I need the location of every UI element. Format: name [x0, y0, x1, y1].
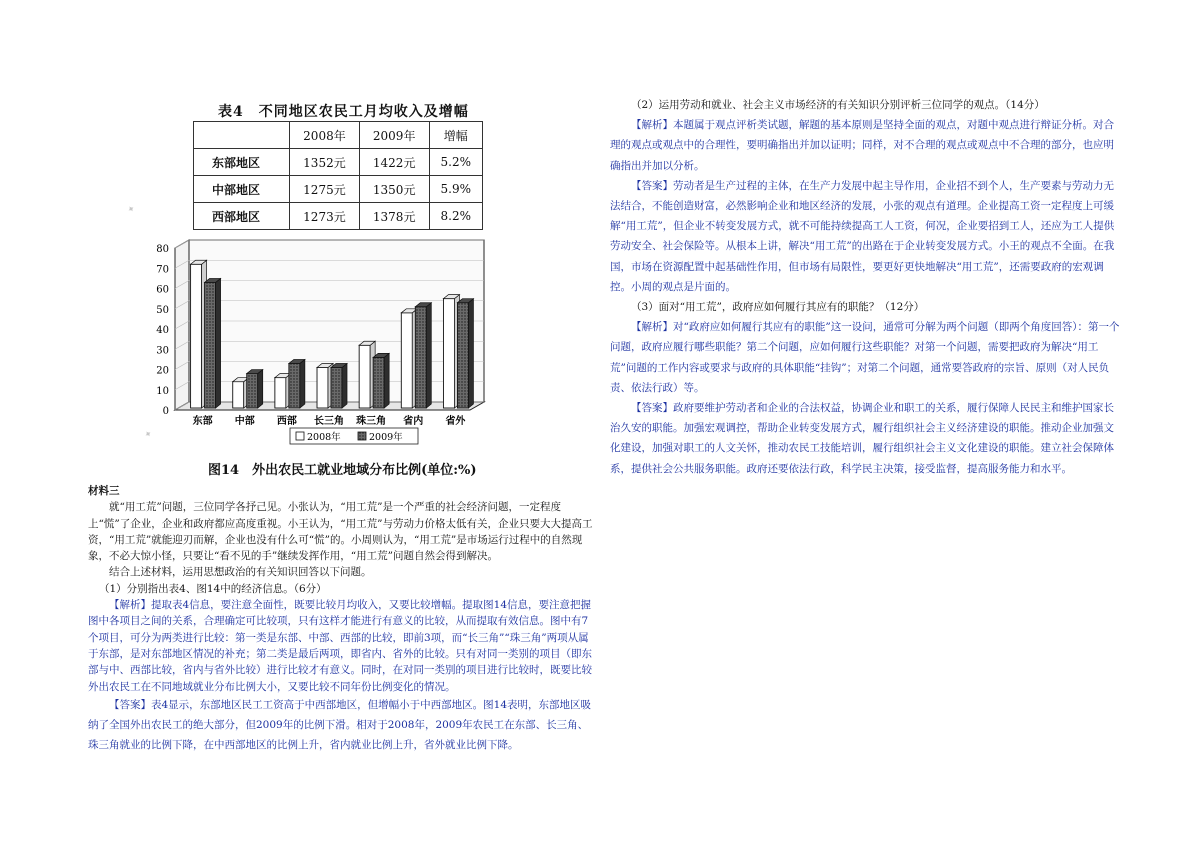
bar-2008年-长三角	[317, 368, 328, 409]
watermark-mark-2: ✦	[142, 428, 155, 442]
bar-2008年-珠三角	[359, 345, 370, 408]
y-tick-label: 10	[156, 385, 169, 397]
table-cell: 1422元	[359, 149, 429, 176]
y-tick-label: 80	[156, 244, 169, 255]
table-row	[194, 176, 483, 203]
bar-2009年-省外	[457, 303, 468, 408]
answer-3: 【答案】政府要维护劳动者和企业的合法权益，协调企业和职工的关系，履行保障人民民主和维护国家长治久安的职能。加强宏观调控，帮助企业转变发展方式，履行组织社会主义经济建设的职能。推动企业加强文化建设，加强对职工的人文关怀，推动农民工技能培训，履行组织社会主义文化建设的职能。建立社会保障体系，提供社会公共服务职能。政府还要依法行政，科学民主决策，接受监督，提高服务能力和水平。	[610, 402, 1114, 475]
question-1: （1）分别指出表4、图14中的经济信息。（6分）	[99, 582, 327, 595]
table-cell: 1273元	[290, 203, 360, 230]
table-cell: 中部地区	[194, 176, 290, 203]
table-cell: 1275元	[290, 176, 360, 203]
legend-swatch-2008年	[296, 432, 304, 440]
left-column	[88, 483, 596, 755]
bar-side-2009年-省内	[426, 303, 431, 408]
table-header-cell	[194, 122, 290, 149]
legend-label: 2009年	[369, 432, 403, 443]
table-cell: 西部地区	[194, 203, 290, 230]
bar-side-2009年-西部	[300, 359, 305, 408]
bar-2009年-西部	[289, 363, 300, 408]
instruction-paragraph: 结合上述材料，运用思想政治的有关知识回答以下问题。	[109, 566, 372, 579]
bar-2008年-中部	[233, 382, 244, 408]
bar-side-2009年-东部	[216, 278, 221, 408]
x-category-label: 长三角	[314, 416, 345, 427]
table-cell: 1350元	[359, 176, 429, 203]
employment-distribution-chart	[140, 228, 510, 463]
y-tick-label: 40	[156, 325, 169, 336]
analysis-3: 【解析】对“政府应如何履行其应有的职能”这一设问，通常可分解为两个问题（即两个角度回答）：第一个问题，政府应履行哪些职能？第二个问题，应如何履行这些职能？对第一个问题，需要把政府为解决“用工荒”问题的工作内容或要求与政府的具体职能“挂钩”；对第二个问题，通常要答政府的宗旨、原则（对人民负责、依法行政）等。	[610, 321, 1120, 394]
table-cell: 东部地区	[194, 149, 290, 176]
bar-2008年-东部	[191, 264, 202, 408]
x-category-label: 西部	[276, 416, 297, 427]
table-header-row	[194, 122, 483, 149]
analysis-1: 【解析】提取表4信息，要注意全面性，既要比较月均收入，又要比较增幅。提取图14信息，要注意把握图中各项目之间的关系，合理确定可比较项，只有这样才能进行有意义的比较，从而提取有效信息。图中有7个项目，可分为两类进行比较：第一类是东部、中部、西部的比较，即前3项，而“长三角”“珠三角”两项从属于东部，是对东部地区情况的补充；第二类是最后两项，即省内、省外的比较。只有对同一类别的项目（即东部与中、西部比较，省内与省外比较）进行比较才有意义。同时，在对同一类别的项目进行比较时，既要比较外出农民工在不同地域就业分布比例大小，又要比较不同年份比例变化的情况。	[88, 599, 592, 693]
table-header-cell: 2009年	[359, 122, 429, 149]
table-cell: 8.2%	[429, 203, 482, 230]
analysis-2: 【解析】本题属于观点评析类试题，解题的基本原则是坚持全面的观点，对题中观点进行辩证分析。对合理的观点或观点中的合理性，要明确指出并加以证明；同样，对不合理的观点或观点中不合理的部分，也应明确指出并加以分析。	[610, 119, 1114, 172]
y-tick-label: 70	[156, 264, 169, 276]
income-table	[193, 121, 483, 230]
y-tick-label: 20	[156, 365, 169, 377]
table-title: 表4 不同地区农民工月均收入及增幅	[218, 104, 469, 120]
legend-swatch-2009年	[358, 432, 366, 440]
y-tick-label: 30	[156, 345, 169, 357]
right-column	[610, 95, 1122, 479]
material-paragraph: 就“用工荒”问题，三位同学各抒己见。小张认为，“用工荒”是一个严重的社会经济问题，一定程度上“慌”了企业，企业和政府都应高度重视。小王认为，“用工荒”与劳动力价格太低有关，企业只要大大提高工资，“用工荒”就能迎刃而解，企业也没有什么可“慌”的。小周则认为，“用工荒”是市场运行过程中的自然现象，不必大惊小怪，只要让“看不见的手”继续发挥作用，“用工荒”问题自然会得到解决。	[88, 501, 593, 563]
answer-2: 【答案】劳动者是生产过程的主体，在生产力发展中起主导作用，企业招不到个人，生产要素与劳动力无法结合，不能创造财富，必然影响企业和地区经济的发展，小张的观点有道理。企业提高工资一定程度上可缓解“用工荒”，但企业不转变发展方式，就不可能持续提高工人工资，何况，企业要招到工人，还应为工人提供劳动安全、社会保险等。从根本上讲，解决“用工荒”的出路在于企业转变发展方式。小王的观点不全面。在我国，市场在资源配置中起基础性作用，但市场有局限性，要更好更快地解决“用工荒”，还需要政府的宏观调控。小周的观点是片面的。	[610, 179, 1115, 293]
bar-2008年-省外	[443, 299, 454, 408]
bar-side-2009年-长三角	[342, 364, 347, 409]
bar-side-2009年-珠三角	[384, 353, 389, 408]
table-cell: 5.9%	[429, 176, 482, 203]
x-category-label: 珠三角	[356, 416, 387, 427]
answer-1: 【答案】表4显示，东部地区民工工资高于中西部地区，但增幅小于中西部地区。图14表明，东部地区吸纳了全国外出农民工的绝大部分，但2009年的比例下滑。相对于2008年，2009年农民工在东部、长三角、珠三角就业的比例下降，在中西部地区的比例上升，省内就业比例上升，省外就业比例下降。	[88, 698, 592, 751]
bar-2009年-中部	[247, 374, 258, 408]
watermark-mark: ✦	[125, 203, 138, 217]
question-3: （3）面对“用工荒”，政府应如何履行其应有的职能？（12分）	[631, 301, 925, 314]
table-header-cell: 2008年	[290, 122, 360, 149]
x-category-label: 省外	[445, 416, 466, 427]
bar-2009年-珠三角	[373, 357, 384, 408]
x-category-label: 省内	[403, 416, 424, 427]
table-cell: 5.2%	[429, 149, 482, 176]
table-cell: 1352元	[290, 149, 360, 176]
y-tick-label: 50	[156, 304, 169, 316]
x-category-label: 东部	[192, 416, 213, 427]
bar-2009年-东部	[205, 282, 216, 408]
bar-2008年-西部	[275, 378, 286, 408]
bar-2009年-省内	[415, 307, 426, 408]
table-row	[194, 203, 483, 230]
bar-2009年-长三角	[331, 368, 342, 409]
table-header-cell: 增幅	[429, 122, 482, 149]
y-tick-label: 0	[162, 406, 169, 417]
bar-2008年-省内	[401, 313, 412, 408]
table-cell: 1378元	[359, 203, 429, 230]
figure-caption: 图14 外出农民工就业地域分布比例(单位:%)	[208, 463, 477, 478]
material-heading: 材料三	[88, 485, 120, 497]
y-tick-label: 60	[156, 284, 169, 296]
bar-side-2009年-中部	[258, 370, 263, 408]
x-category-label: 中部	[234, 416, 255, 427]
table-row	[194, 149, 483, 176]
legend-label: 2008年	[307, 432, 341, 443]
bar-side-2009年-省外	[468, 299, 473, 408]
question-2: （2）运用劳动和就业、社会主义市场经济的有关知识分别评析三位同学的观点。（14分）	[631, 99, 1045, 111]
